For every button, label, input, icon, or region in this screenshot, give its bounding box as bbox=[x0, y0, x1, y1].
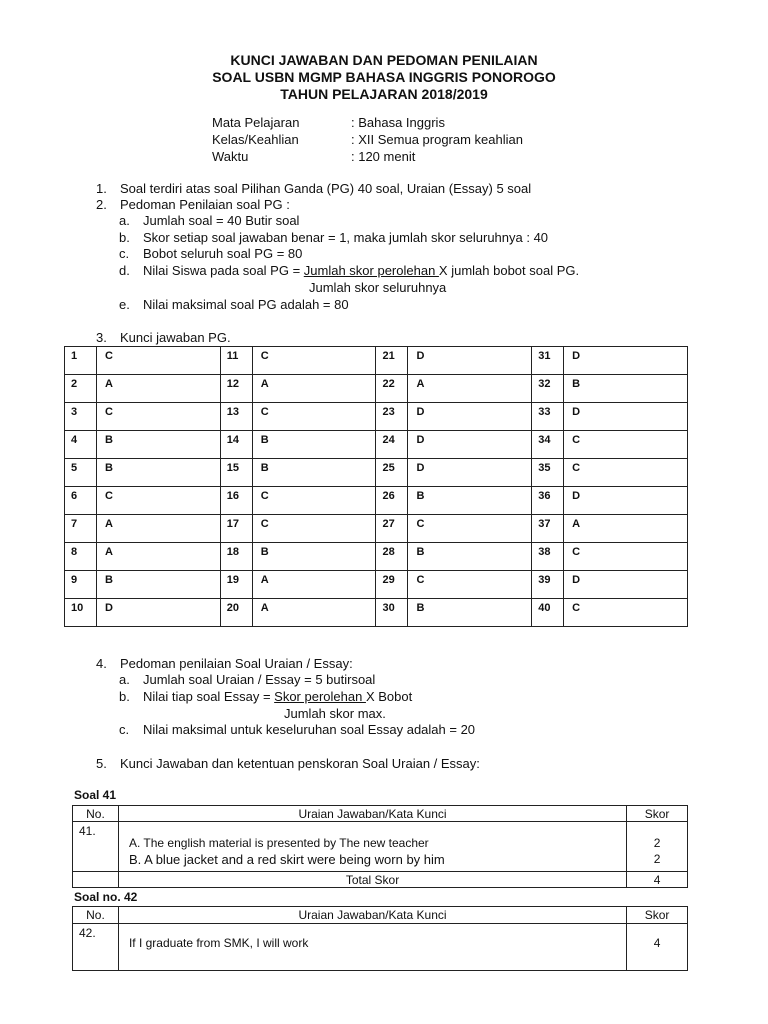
answer-letter: C bbox=[564, 599, 688, 627]
info-label: Kelas/Keahlian bbox=[212, 132, 299, 147]
table-row bbox=[65, 431, 688, 459]
answer-letter: C bbox=[564, 431, 688, 459]
answer-letter: C bbox=[252, 487, 376, 515]
answer-letter: D bbox=[564, 487, 688, 515]
answer-letter: B bbox=[408, 487, 532, 515]
score-a: 2 bbox=[653, 836, 661, 850]
table-row bbox=[65, 599, 688, 627]
section-4-item-c: c. Nilai maksimal untuk keseluruhan soal Essay adalah = 20 bbox=[119, 722, 476, 737]
answer-letter: D bbox=[564, 403, 688, 431]
answer-letter: C bbox=[252, 347, 376, 375]
answer-letter: C bbox=[564, 543, 688, 571]
score-b: 2 bbox=[653, 852, 661, 866]
question-number: 31 bbox=[532, 347, 564, 375]
question-number: 37 bbox=[532, 515, 564, 543]
answer-letter: A bbox=[252, 599, 376, 627]
question-number: 27 bbox=[376, 515, 408, 543]
row-number: 41. bbox=[73, 822, 119, 872]
question-number: 18 bbox=[220, 543, 252, 571]
section-2-item-d: d. Nilai Siswa pada soal PG = Jumlah skor perolehan X jumlah bobot soal PG. bbox=[119, 263, 580, 278]
multiple-choice-answer-table bbox=[64, 346, 688, 627]
answer-letter: C bbox=[96, 403, 220, 431]
answer-letter: A bbox=[96, 543, 220, 571]
table-row bbox=[65, 543, 688, 571]
answer-letter: D bbox=[408, 347, 532, 375]
question-number: 14 bbox=[220, 431, 252, 459]
question-number: 12 bbox=[220, 375, 252, 403]
question-number: 29 bbox=[376, 571, 408, 599]
table-row bbox=[65, 571, 688, 599]
question-number: 19 bbox=[220, 571, 252, 599]
question-number: 30 bbox=[376, 599, 408, 627]
question-number: 35 bbox=[532, 459, 564, 487]
table-row bbox=[65, 375, 688, 403]
answer-cell: If I graduate from SMK, I will work bbox=[118, 924, 626, 971]
section-2-item-e: e. Nilai maksimal soal PG adalah = 80 bbox=[119, 297, 349, 312]
section-number: 1. bbox=[96, 181, 107, 196]
table-row bbox=[65, 347, 688, 375]
soal-41-heading: Soal 41 bbox=[74, 788, 117, 802]
formula-denominator: Jumlah skor max. bbox=[284, 706, 386, 721]
table-header-row bbox=[73, 806, 688, 822]
answer-letter: A bbox=[96, 375, 220, 403]
question-number: 6 bbox=[65, 487, 97, 515]
question-number: 8 bbox=[65, 543, 97, 571]
section-text: Kunci Jawaban dan ketentuan penskoran Soal Uraian / Essay: bbox=[120, 756, 480, 771]
table-row bbox=[65, 403, 688, 431]
answer-letter: C bbox=[96, 347, 220, 375]
question-number: 15 bbox=[220, 459, 252, 487]
section-5 bbox=[96, 756, 480, 772]
answer-letter: C bbox=[252, 403, 376, 431]
section-4-item-a: a. Jumlah soal Uraian / Essay = 5 butirsoal bbox=[119, 672, 376, 687]
document-title bbox=[0, 52, 768, 103]
question-number: 4 bbox=[65, 431, 97, 459]
answer-letter: B bbox=[252, 459, 376, 487]
formula-numerator: Skor perolehan bbox=[274, 689, 366, 704]
question-number: 32 bbox=[532, 375, 564, 403]
info-value: : XII Semua program keahlian bbox=[351, 132, 523, 147]
info-label: Waktu bbox=[212, 149, 249, 164]
section-2-item-b: b. Skor setiap soal jawaban benar = 1, maka jumlah skor seluruhnya : 40 bbox=[119, 230, 549, 245]
question-number: 38 bbox=[532, 543, 564, 571]
title-line-2: SOAL USBN MGMP BAHASA INGGRIS PONOROGO bbox=[212, 69, 556, 85]
section-number: 3. bbox=[96, 330, 107, 345]
info-label: Mata Pelajaran bbox=[212, 115, 300, 130]
question-number: 20 bbox=[220, 599, 252, 627]
answer-letter: B bbox=[96, 431, 220, 459]
table-row bbox=[73, 924, 688, 971]
header-no: No. bbox=[73, 806, 119, 822]
total-row bbox=[73, 872, 688, 888]
answer-a: A. The english material is presented by The new teacher bbox=[128, 836, 429, 850]
answer-letter: C bbox=[96, 487, 220, 515]
soal-42-heading: Soal no. 42 bbox=[74, 890, 138, 904]
row-number: 42. bbox=[73, 924, 119, 971]
question-number: 5 bbox=[65, 459, 97, 487]
formula-denominator: Jumlah skor seluruhnya bbox=[309, 280, 447, 295]
answer-letter: C bbox=[408, 571, 532, 599]
answer-letter: A bbox=[252, 571, 376, 599]
question-number: 13 bbox=[220, 403, 252, 431]
question-number: 9 bbox=[65, 571, 97, 599]
question-number: 28 bbox=[376, 543, 408, 571]
question-number: 17 bbox=[220, 515, 252, 543]
section-4-item-b: b. Nilai tiap soal Essay = Skor perolehan X Bobot bbox=[119, 689, 413, 704]
title-line-1: KUNCI JAWABAN DAN PEDOMAN PENILAIAN bbox=[230, 52, 538, 68]
header-uraian: Uraian Jawaban/Kata Kunci bbox=[118, 806, 626, 822]
score-cell bbox=[627, 822, 688, 872]
answer-letter: A bbox=[408, 375, 532, 403]
header-skor: Skor bbox=[627, 806, 688, 822]
answer-letter: C bbox=[564, 459, 688, 487]
answer-letter: B bbox=[252, 431, 376, 459]
question-number: 2 bbox=[65, 375, 97, 403]
answer-b: B. A blue jacket and a red skirt were being worn by him bbox=[128, 852, 445, 867]
table-row bbox=[65, 515, 688, 543]
answer-letter: C bbox=[408, 515, 532, 543]
info-row-class bbox=[212, 131, 523, 148]
answer-letter: D bbox=[408, 403, 532, 431]
question-number: 16 bbox=[220, 487, 252, 515]
info-row-time bbox=[212, 148, 523, 165]
question-number: 22 bbox=[376, 375, 408, 403]
question-number: 3 bbox=[65, 403, 97, 431]
answer-letter: D bbox=[564, 347, 688, 375]
answer-letter: C bbox=[252, 515, 376, 543]
answer-letter: D bbox=[408, 459, 532, 487]
answer-letter: B bbox=[96, 459, 220, 487]
title-line-3: TAHUN PELAJARAN 2018/2019 bbox=[280, 86, 488, 102]
soal-41-table bbox=[72, 805, 688, 888]
question-number: 7 bbox=[65, 515, 97, 543]
info-row-subject bbox=[212, 114, 523, 131]
answer-cell bbox=[118, 822, 626, 872]
header-uraian: Uraian Jawaban/Kata Kunci bbox=[118, 907, 626, 924]
section-2-item-c: c. Bobot seluruh soal PG = 80 bbox=[119, 246, 303, 261]
score-cell: 4 bbox=[627, 924, 688, 971]
section-1 bbox=[96, 181, 531, 197]
answer-letter: A bbox=[252, 375, 376, 403]
answer-letter: D bbox=[96, 599, 220, 627]
table-row bbox=[65, 487, 688, 515]
answer-letter: D bbox=[564, 571, 688, 599]
total-label: Total Skor bbox=[118, 872, 626, 888]
section-3 bbox=[96, 330, 231, 346]
question-number: 25 bbox=[376, 459, 408, 487]
answer-letter: D bbox=[408, 431, 532, 459]
section-2 bbox=[96, 197, 290, 213]
question-number: 39 bbox=[532, 571, 564, 599]
section-4 bbox=[96, 656, 353, 672]
info-value: : Bahasa Inggris bbox=[351, 115, 445, 130]
section-number: 2. bbox=[96, 197, 107, 212]
section-text: Pedoman Penilaian soal PG : bbox=[120, 197, 290, 212]
formula-numerator: Jumlah skor perolehan bbox=[303, 263, 439, 278]
answer-letter: A bbox=[564, 515, 688, 543]
table-header-row bbox=[73, 907, 688, 924]
answer-letter: B bbox=[252, 543, 376, 571]
section-number: 4. bbox=[96, 656, 107, 671]
question-number: 33 bbox=[532, 403, 564, 431]
question-number: 26 bbox=[376, 487, 408, 515]
question-number: 11 bbox=[220, 347, 252, 375]
table-row bbox=[65, 459, 688, 487]
question-number: 24 bbox=[376, 431, 408, 459]
section-number: 5. bbox=[96, 756, 107, 771]
question-number: 21 bbox=[376, 347, 408, 375]
section-text: Pedoman penilaian Soal Uraian / Essay: bbox=[120, 656, 353, 671]
question-number: 40 bbox=[532, 599, 564, 627]
question-number: 34 bbox=[532, 431, 564, 459]
answer-letter: B bbox=[564, 375, 688, 403]
question-number: 1 bbox=[65, 347, 97, 375]
exam-info bbox=[212, 114, 523, 165]
section-text: Kunci jawaban PG. bbox=[120, 330, 231, 345]
info-value: : 120 menit bbox=[351, 149, 416, 164]
section-text: Soal terdiri atas soal Pilihan Ganda (PG) 40 soal, Uraian (Essay) 5 soal bbox=[120, 181, 532, 196]
header-no: No. bbox=[73, 907, 119, 924]
answer-letter: B bbox=[96, 571, 220, 599]
question-number: 23 bbox=[376, 403, 408, 431]
answer-letter: B bbox=[408, 599, 532, 627]
section-2-item-a: a. Jumlah soal = 40 Butir soal bbox=[119, 213, 300, 228]
question-number: 36 bbox=[532, 487, 564, 515]
total-score: 4 bbox=[627, 872, 688, 888]
answer-letter: A bbox=[96, 515, 220, 543]
table-row bbox=[73, 822, 688, 872]
question-number: 10 bbox=[65, 599, 97, 627]
answer-letter: B bbox=[408, 543, 532, 571]
soal-42-table bbox=[72, 906, 688, 971]
header-skor: Skor bbox=[627, 907, 688, 924]
